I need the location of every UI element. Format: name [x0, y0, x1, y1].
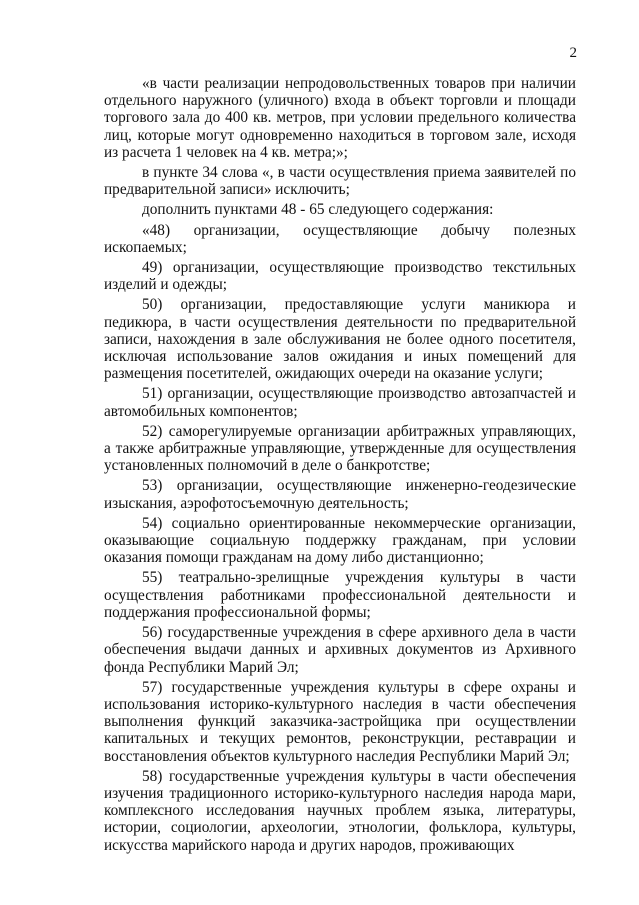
list-item-53: 53) организации, осуществляющие инженерно-геодезические изыскания, аэрофотосъемочную деятельность;	[104, 477, 576, 512]
paragraph-add-points-intro: дополнить пунктами 48 - 65 следующего содержания:	[142, 201, 494, 219]
document-body	[104, 75, 576, 854]
list-item-54: 54) социально ориентированные некоммерческие организации, оказывающие социальную поддержку гражданам, при условии оказания помощи гражданам на дому либо дистанционно;	[104, 514, 576, 567]
list-item-56: 56) государственные учреждения в сфере архивного дела в части обеспечения выдачи данных и архивных документов из Архивного фонда Республики Марий Эл;	[104, 624, 576, 676]
list-item-52: 52) саморегулируемые организации арбитражных управляющих, а также арбитражные управляющие, утвержденные для осуществления установленных полномочий в деле о банкротстве;	[104, 422, 576, 475]
list-item-58: 58) государственные учреждения культуры в части обеспечения изучения традиционного историко-культурного наследия народа мари, комплексного исследования научных проблем языка, литературы, истории, социологии, археологии, этнологии, фольклора, культуры, искусства марийского народа и других народов, проживающих	[104, 767, 576, 854]
list-item-48: «48) организации, осуществляющие добычу полезных ископаемых;	[104, 221, 576, 256]
list-item-55: 55) театрально-зрелищные учреждения культуры в части осуществления работниками профессиональной деятельности и поддержания профессиональной формы;	[104, 569, 576, 621]
list-item-49: 49) организации, осуществляющие производство текстильных изделий и одежды;	[104, 259, 576, 294]
list-item-57: 57) государственные учреждения культуры в сфере охраны и использования историко-культурного наследия в части обеспечения выполнения функций заказчика-застройщика при осуществлении капитальных и текущих ремонтов, реконструкции, реставрации и восстановления объектов культурного наследия Республики Марий Эл;	[104, 678, 576, 765]
list-item-50: 50) организации, предоставляющие услуги маникюра и педикюра, в части осуществления деятельности по предварительной записи, нахождения в зале обслуживания не более одного посетителя, исключая использование залов ожидания и иных помещений для размещения посетителей, ожидающих очереди на оказание услуги;	[104, 296, 576, 383]
paragraph-point-34: в пункте 34 слова «, в части осуществления приема заявителей по предварительной записи» исключить;	[104, 164, 576, 199]
list-item-51: 51) организации, осуществляющие производство автозапчастей и автомобильных компонентов;	[104, 385, 576, 420]
page-number: 2	[569, 45, 577, 61]
paragraph-retail-clause: «в части реализации непродовольственных товаров при наличии отдельного наружного (уличного) входа в объект торговли и площади торгового зала до 400 кв. метров, при условии предельного количества лиц, которые могут одновременно находиться в торговом зале, исходя из расчета 1 человек на 4 кв. метра;»;	[104, 75, 576, 161]
